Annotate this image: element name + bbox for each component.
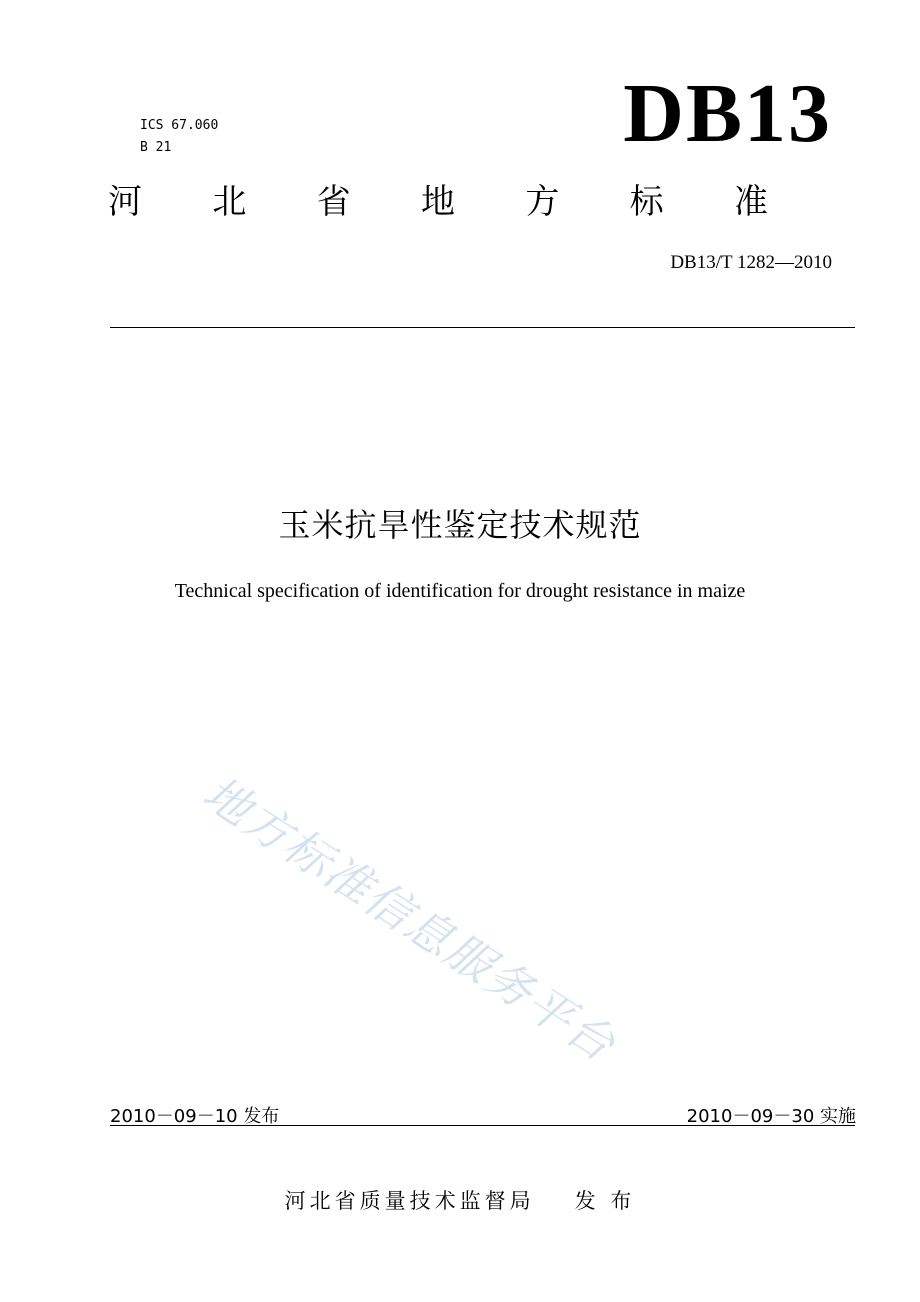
standard-code-logo: DB13	[623, 67, 832, 160]
issuer-line	[0, 1185, 920, 1215]
standard-type-char: 河	[108, 182, 142, 222]
issue-date: 2010－09－10 发布	[110, 1106, 280, 1127]
implementation-date: 2010－09－30 实施	[686, 1106, 856, 1127]
issuer-action: 发 布	[574, 1189, 636, 1213]
issuer-organization: 河北省质量技术监督局	[284, 1189, 535, 1213]
ics-code: ICS 67.060	[140, 118, 219, 133]
standard-type-char: 省	[316, 182, 351, 222]
header-divider	[110, 327, 855, 328]
standard-type-char: 准	[733, 182, 768, 222]
standard-type-heading	[108, 180, 768, 224]
standard-type-char: 方	[525, 182, 560, 222]
standard-number: DB13/T 1282—2010	[670, 252, 832, 273]
title-english: Technical specification of identification for drought resistance in maize	[174, 580, 746, 602]
standard-type-char: 北	[212, 182, 247, 222]
title-chinese: 玉米抗旱性鉴定技术规范	[278, 506, 642, 544]
classification-codes	[140, 115, 218, 159]
standard-type-char: 标	[629, 182, 664, 222]
ccs-code: B 21	[140, 140, 172, 155]
watermark: 地方标准信息服务平台	[193, 765, 626, 1073]
standard-type-char: 地	[420, 182, 455, 222]
footer-divider	[110, 1125, 855, 1126]
